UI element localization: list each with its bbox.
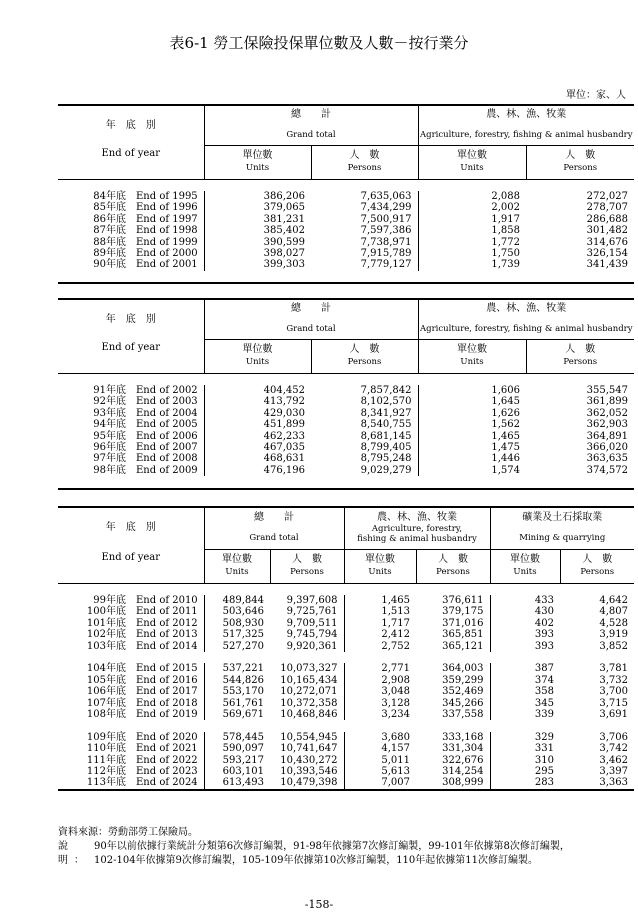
table-cell: 7,007 bbox=[344, 777, 416, 789]
table-cell: 1,446 bbox=[418, 453, 526, 464]
table-cell: 295 bbox=[490, 766, 560, 777]
table-cell: 10,393,546 bbox=[280, 765, 338, 777]
table-cell: 8,795,248 bbox=[360, 453, 412, 465]
table-cell: 95年底 bbox=[93, 430, 126, 442]
table-cell: End of 2013 bbox=[136, 629, 198, 641]
table-cell: 3,680 bbox=[344, 732, 416, 743]
table-row bbox=[58, 259, 634, 270]
table-cell: 352,469 bbox=[442, 686, 484, 698]
table-cell: 314,254 bbox=[442, 765, 484, 777]
table-cell: 9,397,608 bbox=[286, 594, 338, 606]
table-cell: 345 bbox=[490, 698, 560, 709]
table-cell: 413,792 bbox=[204, 396, 311, 407]
table-cell: 393 bbox=[490, 641, 560, 652]
agri-header: 農、林、漁、牧業 Agriculture, forestry, fishing & animal husbandry bbox=[344, 507, 490, 549]
table-row bbox=[58, 606, 634, 617]
table-cell: 399,303 bbox=[204, 259, 311, 270]
table-cell: 398,027 bbox=[204, 248, 311, 259]
table-row bbox=[58, 686, 634, 697]
table-cell: 1,739 bbox=[418, 259, 526, 270]
table-cell: 364,003 bbox=[442, 663, 484, 675]
table-cell: 9,029,279 bbox=[360, 464, 412, 476]
table-cell: 3,234 bbox=[344, 709, 416, 720]
table-cell: 3,700 bbox=[599, 686, 629, 698]
table-row bbox=[58, 248, 634, 259]
table-cell: 362,903 bbox=[586, 419, 628, 431]
table-cell: 379,065 bbox=[204, 202, 311, 213]
table-cell: 108年底 bbox=[86, 708, 126, 720]
table-row bbox=[58, 396, 634, 407]
table-cell: 366,020 bbox=[586, 441, 628, 453]
table-row bbox=[58, 237, 634, 248]
table-cell: 96年底 bbox=[93, 441, 126, 453]
table-cell: 3,781 bbox=[599, 663, 629, 675]
table-cell: 402 bbox=[490, 618, 560, 629]
table-row bbox=[58, 743, 634, 754]
table-cell: 404,452 bbox=[204, 385, 311, 396]
table-cell: 310 bbox=[490, 755, 560, 766]
table-cell: 1,606 bbox=[418, 385, 526, 396]
table-cell: 4,807 bbox=[599, 606, 629, 618]
total-header: 總 計 Grand total bbox=[204, 105, 418, 145]
table-cell: 339 bbox=[490, 709, 560, 720]
table-cell: 364,891 bbox=[586, 430, 628, 442]
table-cell: 1,562 bbox=[418, 419, 526, 430]
table-row bbox=[58, 732, 634, 743]
table-cell: 9,745,794 bbox=[286, 629, 338, 641]
table-cell: 390,599 bbox=[204, 237, 311, 248]
year-header-en: End of year bbox=[101, 148, 161, 159]
table-cell: 89年底 bbox=[93, 247, 126, 259]
table-cell: 98年底 bbox=[93, 464, 126, 476]
table-row bbox=[58, 595, 634, 606]
table-row bbox=[58, 698, 634, 709]
table-cell: End of 1996 bbox=[136, 202, 198, 214]
table-cell: End of 2006 bbox=[136, 430, 198, 442]
table-row bbox=[58, 629, 634, 640]
note-line-1: 90年以前依據行業統計分類第6次修訂編製，91-98年依據第7次修訂編製，99-101年依據第8次修訂編製， bbox=[94, 841, 570, 852]
table-cell: 603,101 bbox=[204, 766, 270, 777]
table-cell: 374 bbox=[490, 675, 560, 686]
table-row bbox=[58, 214, 634, 225]
table-row bbox=[58, 465, 634, 476]
table-cell: 2,002 bbox=[418, 202, 526, 213]
table-cell: 10,272,071 bbox=[280, 686, 338, 698]
table-cell: 387 bbox=[490, 663, 560, 674]
table-row bbox=[58, 225, 634, 236]
table-cell: End of 2012 bbox=[136, 617, 198, 629]
table-cell: 4,528 bbox=[599, 617, 629, 629]
table-cell: 358 bbox=[490, 686, 560, 697]
table-cell: 590,097 bbox=[204, 743, 270, 754]
table-cell: 103年底 bbox=[86, 640, 126, 652]
table-cell: 94年底 bbox=[93, 419, 126, 431]
table-cell: End of 2005 bbox=[136, 419, 198, 431]
table-cell: 91年底 bbox=[93, 384, 126, 396]
table-cell: 331,304 bbox=[442, 743, 484, 755]
table-cell: 613,493 bbox=[204, 777, 270, 789]
table-cell: 10,479,398 bbox=[280, 777, 338, 789]
table-cell: 1,465 bbox=[418, 431, 526, 442]
table-cell: 1,858 bbox=[418, 225, 526, 236]
table-cell: 7,915,789 bbox=[360, 247, 412, 259]
table-cell: 376,611 bbox=[442, 594, 484, 606]
table-cell: 3,462 bbox=[599, 754, 629, 766]
table-cell: End of 2004 bbox=[136, 407, 198, 419]
table-cell: End of 2017 bbox=[136, 686, 198, 698]
table-cell: End of 2024 bbox=[136, 777, 198, 789]
note-line-2: 102-104年依據第9次修訂編製，105-109年依據第10次修訂編製，110年起依據第11次修訂編製。 bbox=[94, 855, 539, 866]
table-cell: 1,475 bbox=[418, 442, 526, 453]
table-cell: 451,899 bbox=[204, 419, 311, 430]
table-row bbox=[58, 442, 634, 453]
table-cell: 8,799,405 bbox=[360, 441, 412, 453]
table-cell: 3,742 bbox=[599, 743, 629, 755]
table-cell: 1,513 bbox=[344, 606, 416, 617]
table-cell: End of 1998 bbox=[136, 225, 198, 237]
table-cell: End of 2010 bbox=[136, 594, 198, 606]
mining-header: 礦業及土石採取業 Mining & quarrying bbox=[490, 507, 634, 549]
table-1995-2001: 年 底 別 End of year 總 計 Grand total 農、林、漁、牧業 Agriculture, forestry, fishing & animal husbandry 單位數 Units 人 數 Persons 單位數 Units 人 數 Persons 84年底 End of 1995 386,206 7,635,063 2,088 272,027 85年底 End of 1996 379,065 7,434,299 2,002 278,707 86年底 End of 1997 381,231 7,500,917 1,917 286,688 87年底 End of 1998 385,402 7,597,386 1,858 301,482 88年底 End of 1999 390,599 7,738,971 1,772 314,676 89年底 End of 2000 398,027 7,915,789 1,750 326,154 90年底 End of 2001 399,303 7,779,127 1,739 341,439 bbox=[58, 104, 634, 284]
table-cell: 10,165,434 bbox=[280, 674, 338, 686]
table-cell: 10,073,327 bbox=[280, 663, 338, 675]
table-cell: 322,676 bbox=[442, 754, 484, 766]
table-cell: 345,266 bbox=[442, 697, 484, 709]
table-cell: 7,597,386 bbox=[360, 225, 412, 237]
table-cell: 371,016 bbox=[442, 617, 484, 629]
table-cell: 361,899 bbox=[586, 396, 628, 408]
table-cell: End of 2014 bbox=[136, 640, 198, 652]
table-cell: 106年底 bbox=[86, 686, 126, 698]
table-cell: 433 bbox=[490, 595, 560, 606]
table-cell: End of 2001 bbox=[136, 259, 198, 271]
table-cell: 517,325 bbox=[204, 629, 270, 640]
table-cell: 489,844 bbox=[204, 595, 270, 606]
table-cell: 102年底 bbox=[86, 629, 126, 641]
page-title: 表6-1 勞工保險投保單位數及人數－按行業分 bbox=[169, 34, 469, 52]
table-cell: 107年底 bbox=[86, 697, 126, 709]
table-cell: 286,688 bbox=[586, 213, 628, 225]
table-cell: 10,372,358 bbox=[280, 697, 338, 709]
table-cell: 7,434,299 bbox=[360, 202, 412, 214]
table-cell: End of 2003 bbox=[136, 396, 198, 408]
table-cell: End of 2018 bbox=[136, 697, 198, 709]
table-row bbox=[58, 618, 634, 629]
year-header-en: End of year bbox=[101, 342, 161, 353]
table-row bbox=[58, 419, 634, 430]
table-row bbox=[58, 777, 634, 789]
table-cell: 109年底 bbox=[86, 731, 126, 743]
table-cell: 92年底 bbox=[93, 396, 126, 408]
table-cell: 8,540,755 bbox=[360, 419, 412, 431]
table-cell: 393 bbox=[490, 629, 560, 640]
table-cell: 363,635 bbox=[586, 453, 628, 465]
table-cell: 331 bbox=[490, 743, 560, 754]
table-cell: End of 2021 bbox=[136, 743, 198, 755]
table-cell: 3,691 bbox=[599, 708, 629, 720]
table-cell: 10,554,945 bbox=[280, 731, 338, 743]
year-header-zh: 年 底 別 bbox=[105, 120, 156, 131]
year-header-zh: 年 底 別 bbox=[105, 522, 156, 533]
table-cell: 1,717 bbox=[344, 618, 416, 629]
table-cell: 381,231 bbox=[204, 214, 311, 225]
table-cell: End of 1999 bbox=[136, 236, 198, 248]
table-cell: 326,154 bbox=[586, 247, 628, 259]
table-cell: 8,102,570 bbox=[360, 396, 412, 408]
table-cell: 278,707 bbox=[586, 202, 628, 214]
table-cell: 8,341,927 bbox=[360, 407, 412, 419]
table-cell: 2,752 bbox=[344, 641, 416, 652]
table-cell: 362,052 bbox=[586, 407, 628, 419]
table-cell: 308,999 bbox=[442, 777, 484, 789]
table-cell: 100年底 bbox=[86, 606, 126, 618]
table-cell: 90年底 bbox=[93, 259, 126, 271]
table-cell: End of 2011 bbox=[136, 606, 198, 618]
table-cell: 283 bbox=[490, 777, 560, 789]
table-cell: End of 2020 bbox=[136, 731, 198, 743]
table-cell: End of 2023 bbox=[136, 765, 198, 777]
table-cell: 84年底 bbox=[93, 190, 126, 202]
table-cell: 4,157 bbox=[344, 743, 416, 754]
table-row bbox=[58, 755, 634, 766]
table-row bbox=[58, 663, 634, 674]
table-cell: 3,919 bbox=[599, 629, 629, 641]
notes bbox=[58, 826, 628, 868]
table-cell: 593,217 bbox=[204, 755, 270, 766]
table-cell: 508,930 bbox=[204, 618, 270, 629]
table-cell: 365,851 bbox=[442, 629, 484, 641]
table-cell: 111年底 bbox=[86, 754, 126, 766]
table-row bbox=[58, 675, 634, 686]
table-row bbox=[58, 191, 634, 202]
table-cell: 365,121 bbox=[442, 640, 484, 652]
table-cell: 112年底 bbox=[86, 765, 126, 777]
table-cell: 99年底 bbox=[93, 594, 126, 606]
table-cell: 10,741,647 bbox=[280, 743, 338, 755]
source-note: 資料來源：勞動部勞工保險局。 bbox=[58, 827, 198, 838]
page-number: -158- bbox=[304, 898, 334, 911]
table-cell: 7,738,971 bbox=[360, 236, 412, 248]
table-cell: 476,196 bbox=[204, 465, 311, 476]
table-cell: 341,439 bbox=[586, 259, 628, 271]
table-cell: 1,626 bbox=[418, 408, 526, 419]
table-cell: 7,500,917 bbox=[360, 213, 412, 225]
note-label: 說明： bbox=[58, 841, 90, 866]
table-cell: 429,030 bbox=[204, 408, 311, 419]
table-cell: 86年底 bbox=[93, 213, 126, 225]
table-row bbox=[58, 453, 634, 464]
table-cell: End of 1995 bbox=[136, 190, 198, 202]
table-row bbox=[58, 408, 634, 419]
total-header: 總 計 Grand total bbox=[204, 507, 344, 549]
table-cell: 4,642 bbox=[599, 594, 629, 606]
table-cell: 7,635,063 bbox=[360, 190, 412, 202]
table-cell: End of 2015 bbox=[136, 663, 198, 675]
table-cell: 105年底 bbox=[86, 674, 126, 686]
table-cell: 5,011 bbox=[344, 755, 416, 766]
table-cell: 87年底 bbox=[93, 225, 126, 237]
table-cell: 3,048 bbox=[344, 686, 416, 697]
table-cell: 2,088 bbox=[418, 191, 526, 202]
table-cell: 374,572 bbox=[586, 464, 628, 476]
table-row bbox=[58, 385, 634, 396]
table-row bbox=[58, 431, 634, 442]
table-cell: 468,631 bbox=[204, 453, 311, 464]
table-cell: 93年底 bbox=[93, 407, 126, 419]
table-2010-2024: 年 底 別 End of year 總 計 Grand total 農、林、漁、牧業 Agriculture, forestry, fishing & animal husbandry 礦業及土石採取業 Mining & quarrying 單位數 Units 人 數 Persons 單位數 Units 人 數 Persons 單位數 Units 人 數 Persons 99年底 End of 2010 489,844 9,397,608 1,465 376,611 433 4,642 100年底 End of 2011 503,646 9,725,761 1,513 379,175 430 4,807 101年底 End of 2012 508,930 9,709,511 1,717 371,016 402 4,528 102年底 End of 2013 517,325 9,745,794 2,412 365,851 393 3,919 103年底 End of 2014 527,270 9,920,361 2,752 365,121 393 3,852 104年底 End of 2015 537,221 10,073,327 2,771 364,003 387 3,781 105年底 End of 2016 544,826 10,165,434 2,908 359,299 374 3,732 106年底 End of 2017 553,170 10,272,071 3,048 352,469 358 3,700 107年底 End of 2018 561,761 10,372,358 3,128 345,266 345 3,715 108年底 End of 2019 569,671 10,468,846 3,234 337,558 339 3,691 109年底 End of 2020 578,445 10,554,945 3,680 333,168 329 3,706 110年底 End of 2021 590,097 10,741,647 4,157 331,304 331 3,742 111年底 End of 2022 593,217 10,430,272 5,011 322,676 310 3,462 112年底 End of 2023 603,101 10,393,546 5,613 314,254 295 3,397 113年底 End of 2024 613,493 10,479,398 7,007 308,999 283 3,363 bbox=[58, 506, 634, 791]
table-cell: 503,646 bbox=[204, 606, 270, 617]
table-cell: End of 2009 bbox=[136, 464, 198, 476]
table-cell: 3,128 bbox=[344, 698, 416, 709]
table-cell: 3,715 bbox=[599, 697, 629, 709]
table-cell: 1,645 bbox=[418, 396, 526, 407]
table-cell: End of 1997 bbox=[136, 213, 198, 225]
table-cell: 527,270 bbox=[204, 641, 270, 652]
table-row bbox=[58, 202, 634, 213]
table-cell: 561,761 bbox=[204, 698, 270, 709]
table-cell: 385,402 bbox=[204, 225, 311, 236]
table-cell: 272,027 bbox=[586, 190, 628, 202]
table-cell: 104年底 bbox=[86, 663, 126, 675]
table-cell: End of 2000 bbox=[136, 247, 198, 259]
table-cell: 553,170 bbox=[204, 686, 270, 697]
table-cell: 88年底 bbox=[93, 236, 126, 248]
table-cell: End of 2019 bbox=[136, 708, 198, 720]
table-cell: 314,676 bbox=[586, 236, 628, 248]
table-cell: 569,671 bbox=[204, 709, 270, 720]
table-cell: 1,465 bbox=[344, 595, 416, 606]
table-cell: 359,299 bbox=[442, 674, 484, 686]
table-cell: 2,412 bbox=[344, 629, 416, 640]
table-cell: End of 2022 bbox=[136, 754, 198, 766]
table-cell: End of 2016 bbox=[136, 674, 198, 686]
table-cell: 1,917 bbox=[418, 214, 526, 225]
table-cell: 329 bbox=[490, 732, 560, 743]
table-2002-2009: 年 底 別 End of year 總 計 Grand total 農、林、漁、牧業 Agriculture, forestry, fishing & animal husbandry 單位數 Units 人 數 Persons 單位數 Units 人 數 Persons 91年底 End of 2002 404,452 7,857,842 1,606 355,547 92年底 End of 2003 413,792 8,102,570 1,645 361,899 93年底 End of 2004 429,030 8,341,927 1,626 362,052 94年底 End of 2005 451,899 8,540,755 1,562 362,903 95年底 End of 2006 462,233 8,681,145 1,465 364,891 96年底 End of 2007 467,035 8,799,405 1,475 366,020 97年底 End of 2008 468,631 8,795,248 1,446 363,635 98年底 End of 2009 476,196 9,029,279 1,574 374,572 bbox=[58, 298, 634, 490]
table-cell: 386,206 bbox=[204, 191, 311, 202]
table-cell: 3,363 bbox=[599, 777, 629, 789]
table-cell: 85年底 bbox=[93, 202, 126, 214]
table-cell: 3,852 bbox=[599, 640, 629, 652]
agri-header: 農、林、漁、牧業 Agriculture, forestry, fishing & animal husbandry bbox=[418, 105, 634, 145]
table-row bbox=[58, 709, 634, 720]
table-cell: 3,706 bbox=[599, 731, 629, 743]
table-cell: 537,221 bbox=[204, 663, 270, 674]
year-header-zh: 年 底 別 bbox=[105, 314, 156, 325]
table-cell: 578,445 bbox=[204, 732, 270, 743]
table-cell: 8,681,145 bbox=[360, 430, 412, 442]
table-cell: 113年底 bbox=[86, 777, 126, 789]
total-header: 總 計 Grand total bbox=[204, 299, 418, 339]
table-cell: End of 2007 bbox=[136, 441, 198, 453]
table-cell: End of 2002 bbox=[136, 384, 198, 396]
table-cell: 1,574 bbox=[418, 465, 526, 476]
table-cell: 9,920,361 bbox=[286, 640, 338, 652]
table-cell: 467,035 bbox=[204, 442, 311, 453]
table-cell: 462,233 bbox=[204, 431, 311, 442]
year-header-en: End of year bbox=[101, 552, 161, 563]
agri-header: 農、林、漁、牧業 Agriculture, forestry, fishing & animal husbandry bbox=[418, 299, 634, 339]
table-cell: 7,779,127 bbox=[360, 259, 412, 271]
table-cell: 1,772 bbox=[418, 237, 526, 248]
table-cell: 3,732 bbox=[599, 674, 629, 686]
table-cell: 301,482 bbox=[586, 225, 628, 237]
table-cell: 2,908 bbox=[344, 675, 416, 686]
table-cell: 101年底 bbox=[86, 617, 126, 629]
table-cell: 110年底 bbox=[86, 743, 126, 755]
table-cell: 355,547 bbox=[586, 384, 628, 396]
table-row bbox=[58, 641, 634, 652]
table-cell: End of 2008 bbox=[136, 453, 198, 465]
table-cell: 544,826 bbox=[204, 675, 270, 686]
table-cell: 9,725,761 bbox=[286, 606, 338, 618]
table-cell: 5,613 bbox=[344, 766, 416, 777]
table-cell: 2,771 bbox=[344, 663, 416, 674]
table-cell: 10,430,272 bbox=[280, 754, 338, 766]
table-cell: 379,175 bbox=[442, 606, 484, 618]
table-cell: 333,168 bbox=[442, 731, 484, 743]
table-cell: 1,750 bbox=[418, 248, 526, 259]
table-cell: 97年底 bbox=[93, 453, 126, 465]
table-row bbox=[58, 766, 634, 777]
unit-label: 單位：家、人 bbox=[566, 90, 626, 101]
table-cell: 10,468,846 bbox=[280, 708, 338, 720]
table-cell: 3,397 bbox=[599, 765, 629, 777]
table-cell: 7,857,842 bbox=[360, 384, 412, 396]
table-cell: 430 bbox=[490, 606, 560, 617]
table-cell: 337,558 bbox=[442, 708, 484, 720]
table-cell: 9,709,511 bbox=[286, 617, 338, 629]
